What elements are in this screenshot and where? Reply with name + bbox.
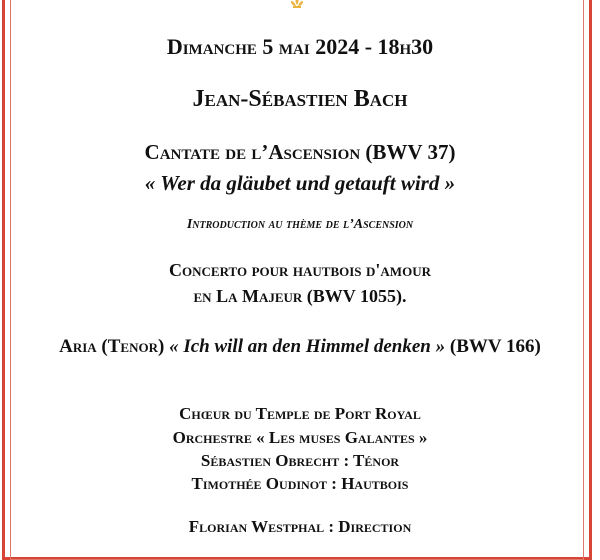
composer-name: Jean-Sébastien Bach: [192, 86, 408, 112]
introduction-note: Introduction au thème de l’Ascension: [186, 217, 414, 232]
aria-title: « Ich will an den Himmel denken »: [169, 336, 446, 357]
performer-direction: Florian Westphal : Direction: [188, 517, 412, 536]
concerto-title-line1: Concerto pour hautbois d'amour: [169, 260, 431, 280]
concerto-title-line2: en La Majeur (BWV 1055).: [193, 286, 407, 306]
cantata-title: Cantate de l’Ascension (BWV 37): [144, 140, 456, 164]
performer-tenor: Sébastien Obrecht : Ténor: [200, 451, 400, 470]
concert-date: Dimanche 5 mai 2024 - 18h30: [166, 34, 434, 59]
aria-suffix: (BWV 166): [445, 336, 541, 357]
aria-prefix: Aria (Tenor): [59, 336, 170, 357]
fleur-de-lis-icon: [288, 0, 306, 12]
performer-choir: Chœur du Temple de Port Royal: [179, 404, 421, 423]
aria-line: [0, 336, 600, 358]
performer-orchestra: Orchestre « Les muses Galantes »: [172, 428, 428, 447]
cantata-subtitle: « Wer da gläubet und getauft wird »: [144, 171, 456, 195]
performer-oboe: Timothée Oudinot : Hautbois: [191, 474, 409, 493]
